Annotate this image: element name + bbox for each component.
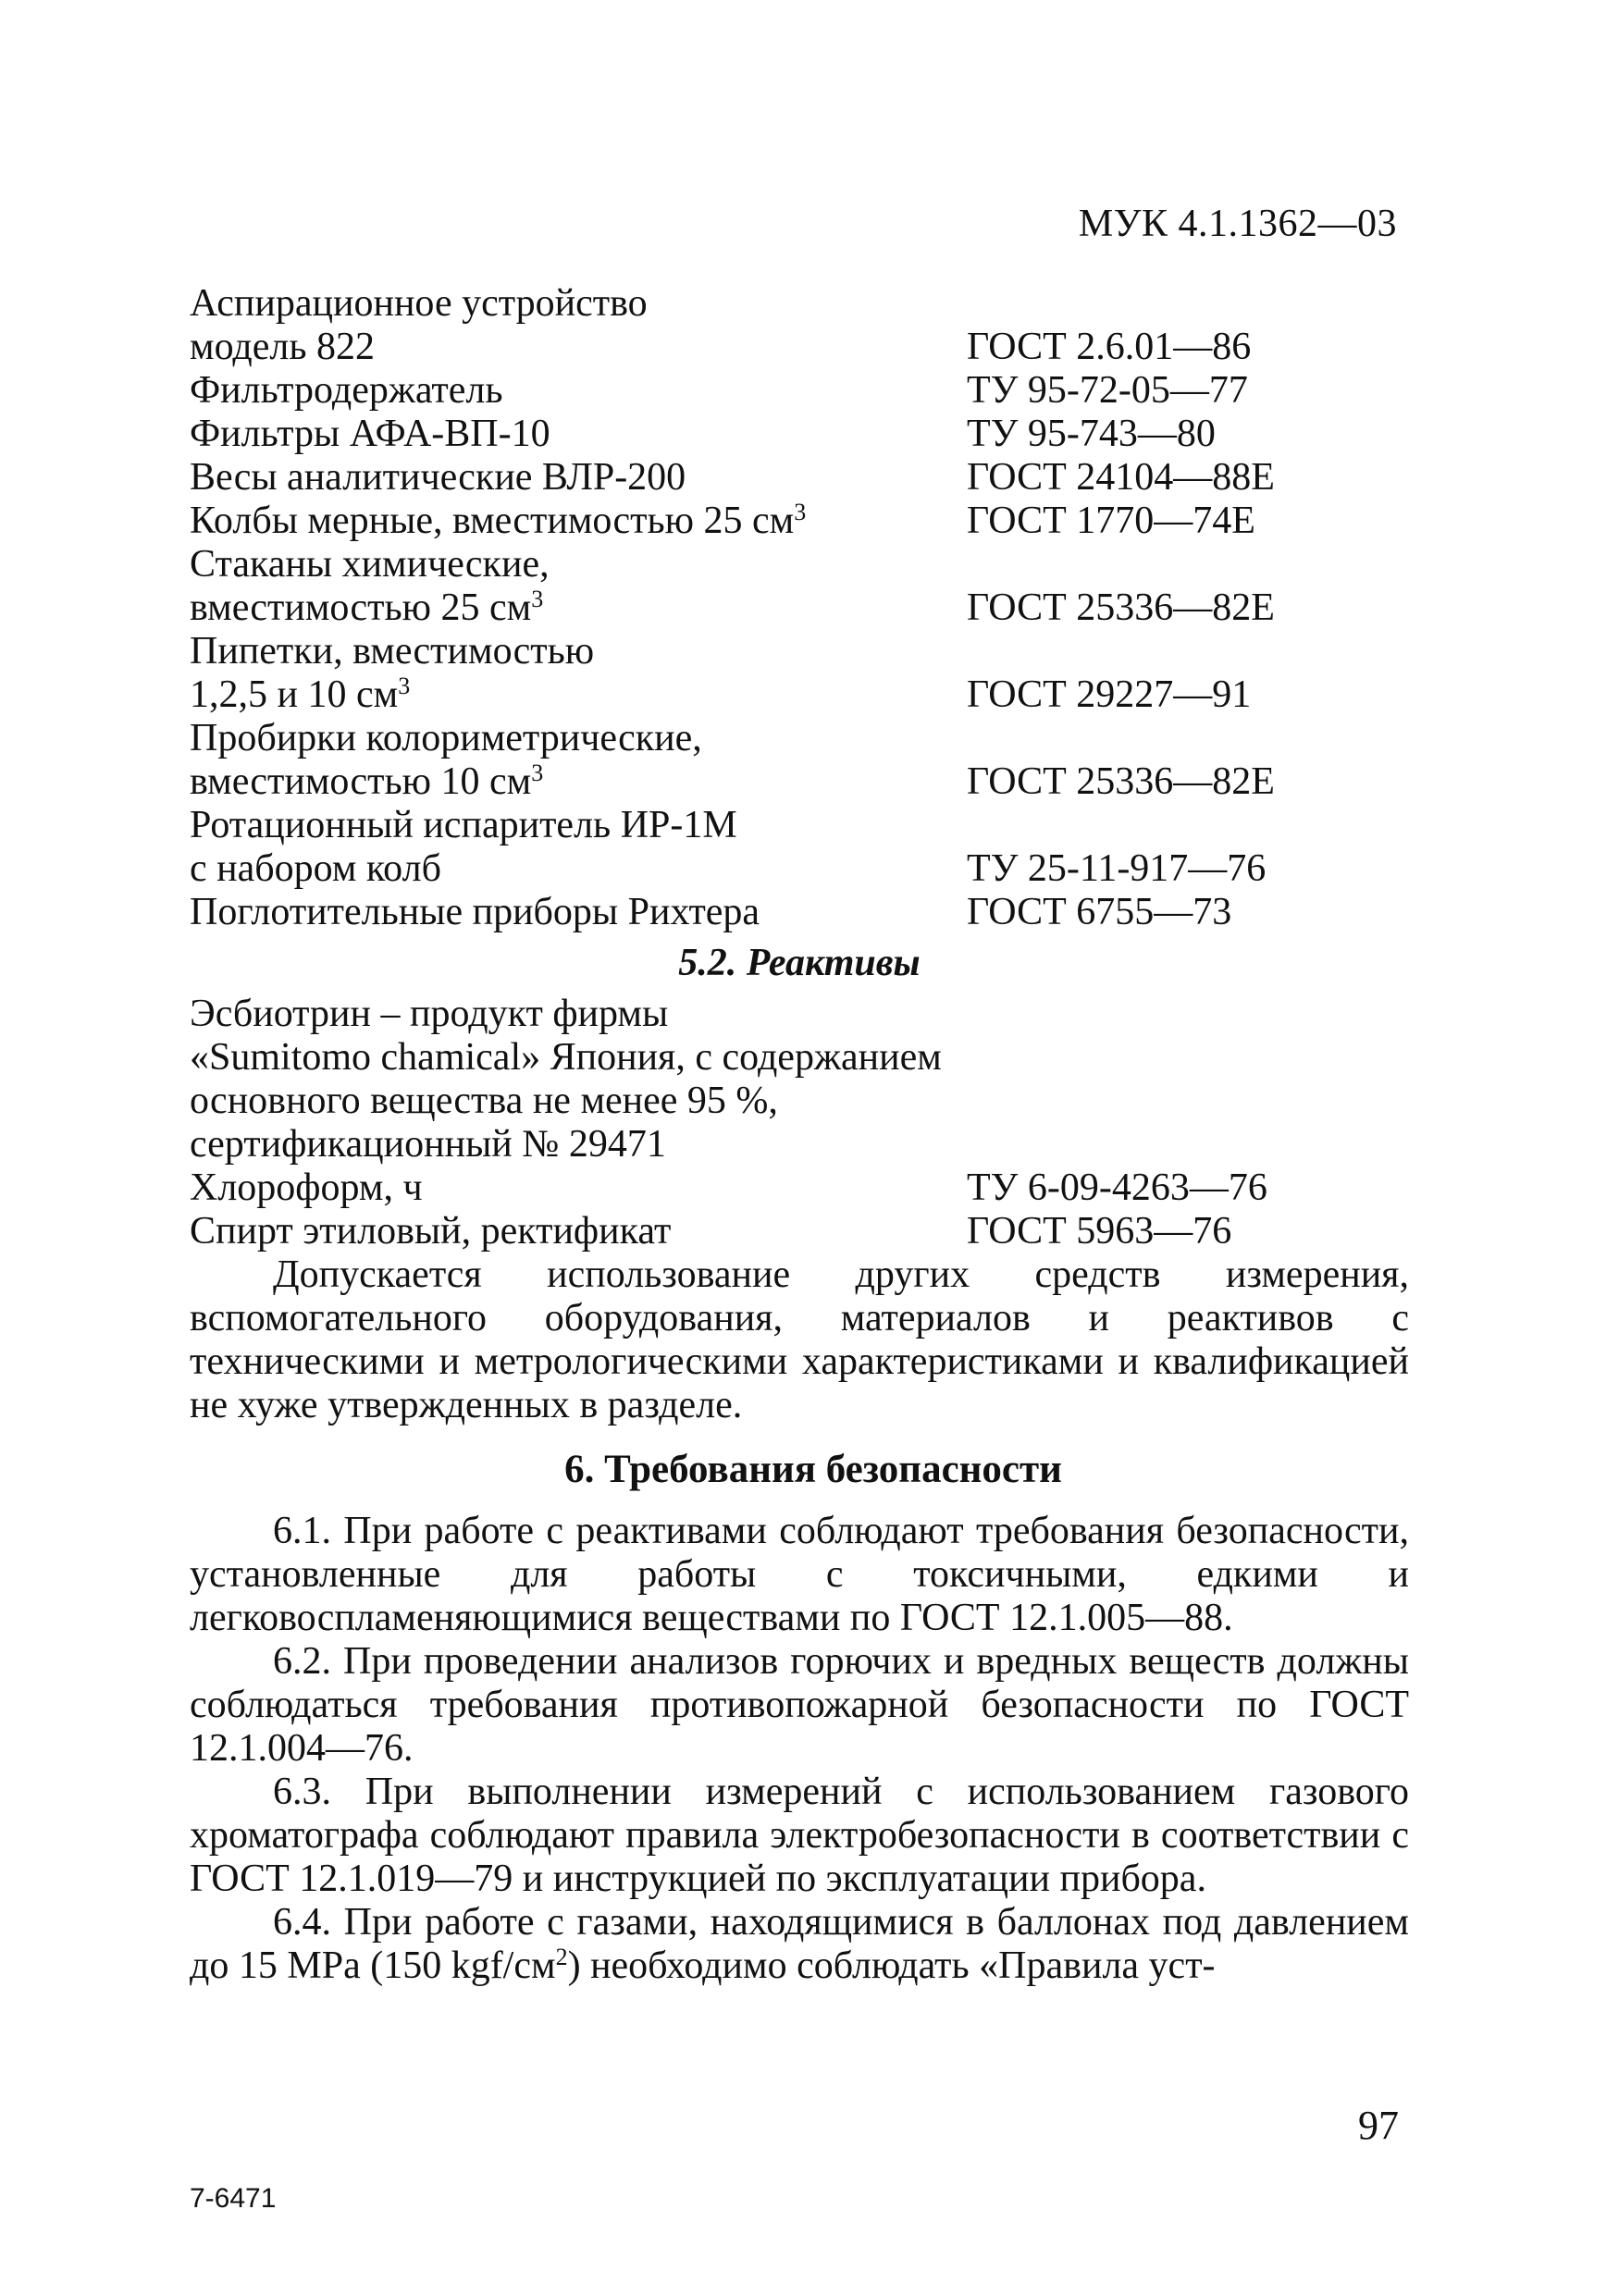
superscript: 3 [531,586,544,612]
equipment-row [190,804,1409,847]
reagent-row [190,1210,1409,1253]
equipment-name-text: Колбы мерные, вместимостью 25 см [190,500,795,542]
equipment-standard: ТУ 95-743—80 [967,413,1216,455]
equipment-name [190,891,760,934]
reagent-description [190,993,1409,1167]
equipment-row [190,630,1409,673]
equipment-standard: ГОСТ 2.6.01—86 [967,326,1252,368]
superscript: 3 [531,759,544,786]
reagent-name: Хлороформ, ч [190,1167,423,1209]
equipment-name-text: Фильтродержатель [190,369,503,412]
reagent-standard: ГОСТ 5963—76 [967,1210,1232,1253]
equipment-name-text: вместимостью 25 см [190,586,532,629]
equipment-name [190,326,375,369]
reagent-row [190,1167,1409,1210]
equipment-name [190,543,550,586]
equipment-standard: ГОСТ 1770—74Е [967,500,1255,542]
equipment-name-text: с набором колб [190,847,441,890]
equipment-standard: ТУ 95-72-05—77 [967,369,1248,412]
reagent-line: сертификационный № 29471 [190,1123,666,1166]
equipment-name-text: Ротационный испаритель ИР-1М [190,804,737,846]
equipment-row [190,891,1409,934]
paragraph-6-1: 6.1. При работе с реактивами соблюдают требования безопасности, установленные для работы с токсичными, едкими и легковоспламеняющимися веществами по ГОСТ 12.1.005—88. [190,1510,1409,1639]
equipment-name-text: Поглотительные приборы Рихтера [190,891,760,933]
equipment-row [190,717,1409,760]
equipment-row [190,760,1409,804]
equipment-row [190,500,1409,543]
equipment-name-text: Пипетки, вместимостью [190,630,595,673]
equipment-row [190,456,1409,500]
reagent-line: Эсбиотрин – продукт фирмы [190,993,669,1035]
equipment-standard: ГОСТ 6755—73 [967,891,1232,933]
equipment-name-text: модель 822 [190,326,375,368]
reagent-line: основного вещества не менее 95 %, [190,1080,778,1122]
equipment-name [190,456,686,500]
equipment-row [190,413,1409,456]
substitution-note: Допускается использование других средств измерения, вспомогательного оборудования, материалов и реактивов с техническими и метрологическими характеристиками и квалификацией не хуже утвержденных в разделе. [190,1253,1409,1426]
page-number: 97 [1358,2103,1399,2148]
equipment-row [190,847,1409,891]
equipment-name [190,847,441,891]
equipment-name-text: Аспирационное устройство [190,282,648,325]
equipment-name-text: Фильтры АФА-ВП-10 [190,413,550,455]
equipment-list [190,282,1409,934]
superscript: 3 [398,673,411,699]
reagents-heading: 5.2. Реактивы [678,942,921,984]
equipment-name [190,804,737,847]
paragraph-6-4 [190,1901,1409,1988]
equipment-standard: ГОСТ 25336—82Е [967,760,1275,803]
equipment-name [190,586,543,630]
equipment-name-text: Стаканы химические, [190,543,550,586]
reagent-name: Спирт этиловый, ректификат [190,1210,672,1253]
equipment-standard: ГОСТ 24104—88Е [967,456,1275,499]
document-code: МУК 4.1.1362—03 [1078,203,1397,245]
equipment-row [190,326,1409,369]
equipment-name [190,630,594,673]
reagent-line: «Sumitomo chamical» Япония, с содержанием [190,1036,942,1079]
equipment-row [190,282,1409,326]
equipment-standard: ГОСТ 25336—82Е [967,586,1275,629]
equipment-row [190,369,1409,413]
superscript: 3 [794,499,807,525]
equipment-standard: ТУ 25-11-917—76 [967,847,1267,890]
superscript: 2 [555,1944,568,1970]
equipment-name [190,673,410,717]
paragraph-6-2: 6.2. При проведении анализов горючих и вредных веществ должны соблюдаться требования противопожарной безопасности по ГОСТ 12.1.004—76. [190,1640,1409,1770]
equipment-name-text: 1,2,5 и 10 см [190,673,399,716]
reagent-standard: ТУ 6-09-4263—76 [967,1167,1267,1209]
paragraph-6-3: 6.3. При выполнении измерений с использованием газового хроматографа соблюдают правила электробезопасности в соответствии с ГОСТ 12.1.019—79 и инструкцией по эксплуатации прибора. [190,1771,1409,1900]
print-code: 7-6471 [190,2183,277,2214]
equipment-name [190,500,806,543]
equipment-name [190,717,702,760]
section-title: 6. Требования безопасности [564,1448,1062,1491]
equipment-name-text: Пробирки колориметрические, [190,717,702,759]
equipment-name-text: Весы аналитические ВЛР-200 [190,456,686,499]
equipment-name [190,760,543,804]
paragraph-6-4-start: 6.4. При работе с газами, находящимися в баллонах под давлением до 15 MPa (150 kgf/см [190,1901,1409,1987]
equipment-name-text: вместимостью 10 см [190,760,532,803]
equipment-name [190,369,503,413]
paragraph-6-4-end: ) необходимо соблюдать «Правила уст- [567,1944,1216,1987]
page-content [190,282,1409,1988]
equipment-standard: ГОСТ 29227—91 [967,673,1252,716]
equipment-row [190,543,1409,586]
equipment-name [190,413,550,456]
equipment-row [190,586,1409,630]
equipment-name [190,282,648,326]
equipment-row [190,673,1409,717]
